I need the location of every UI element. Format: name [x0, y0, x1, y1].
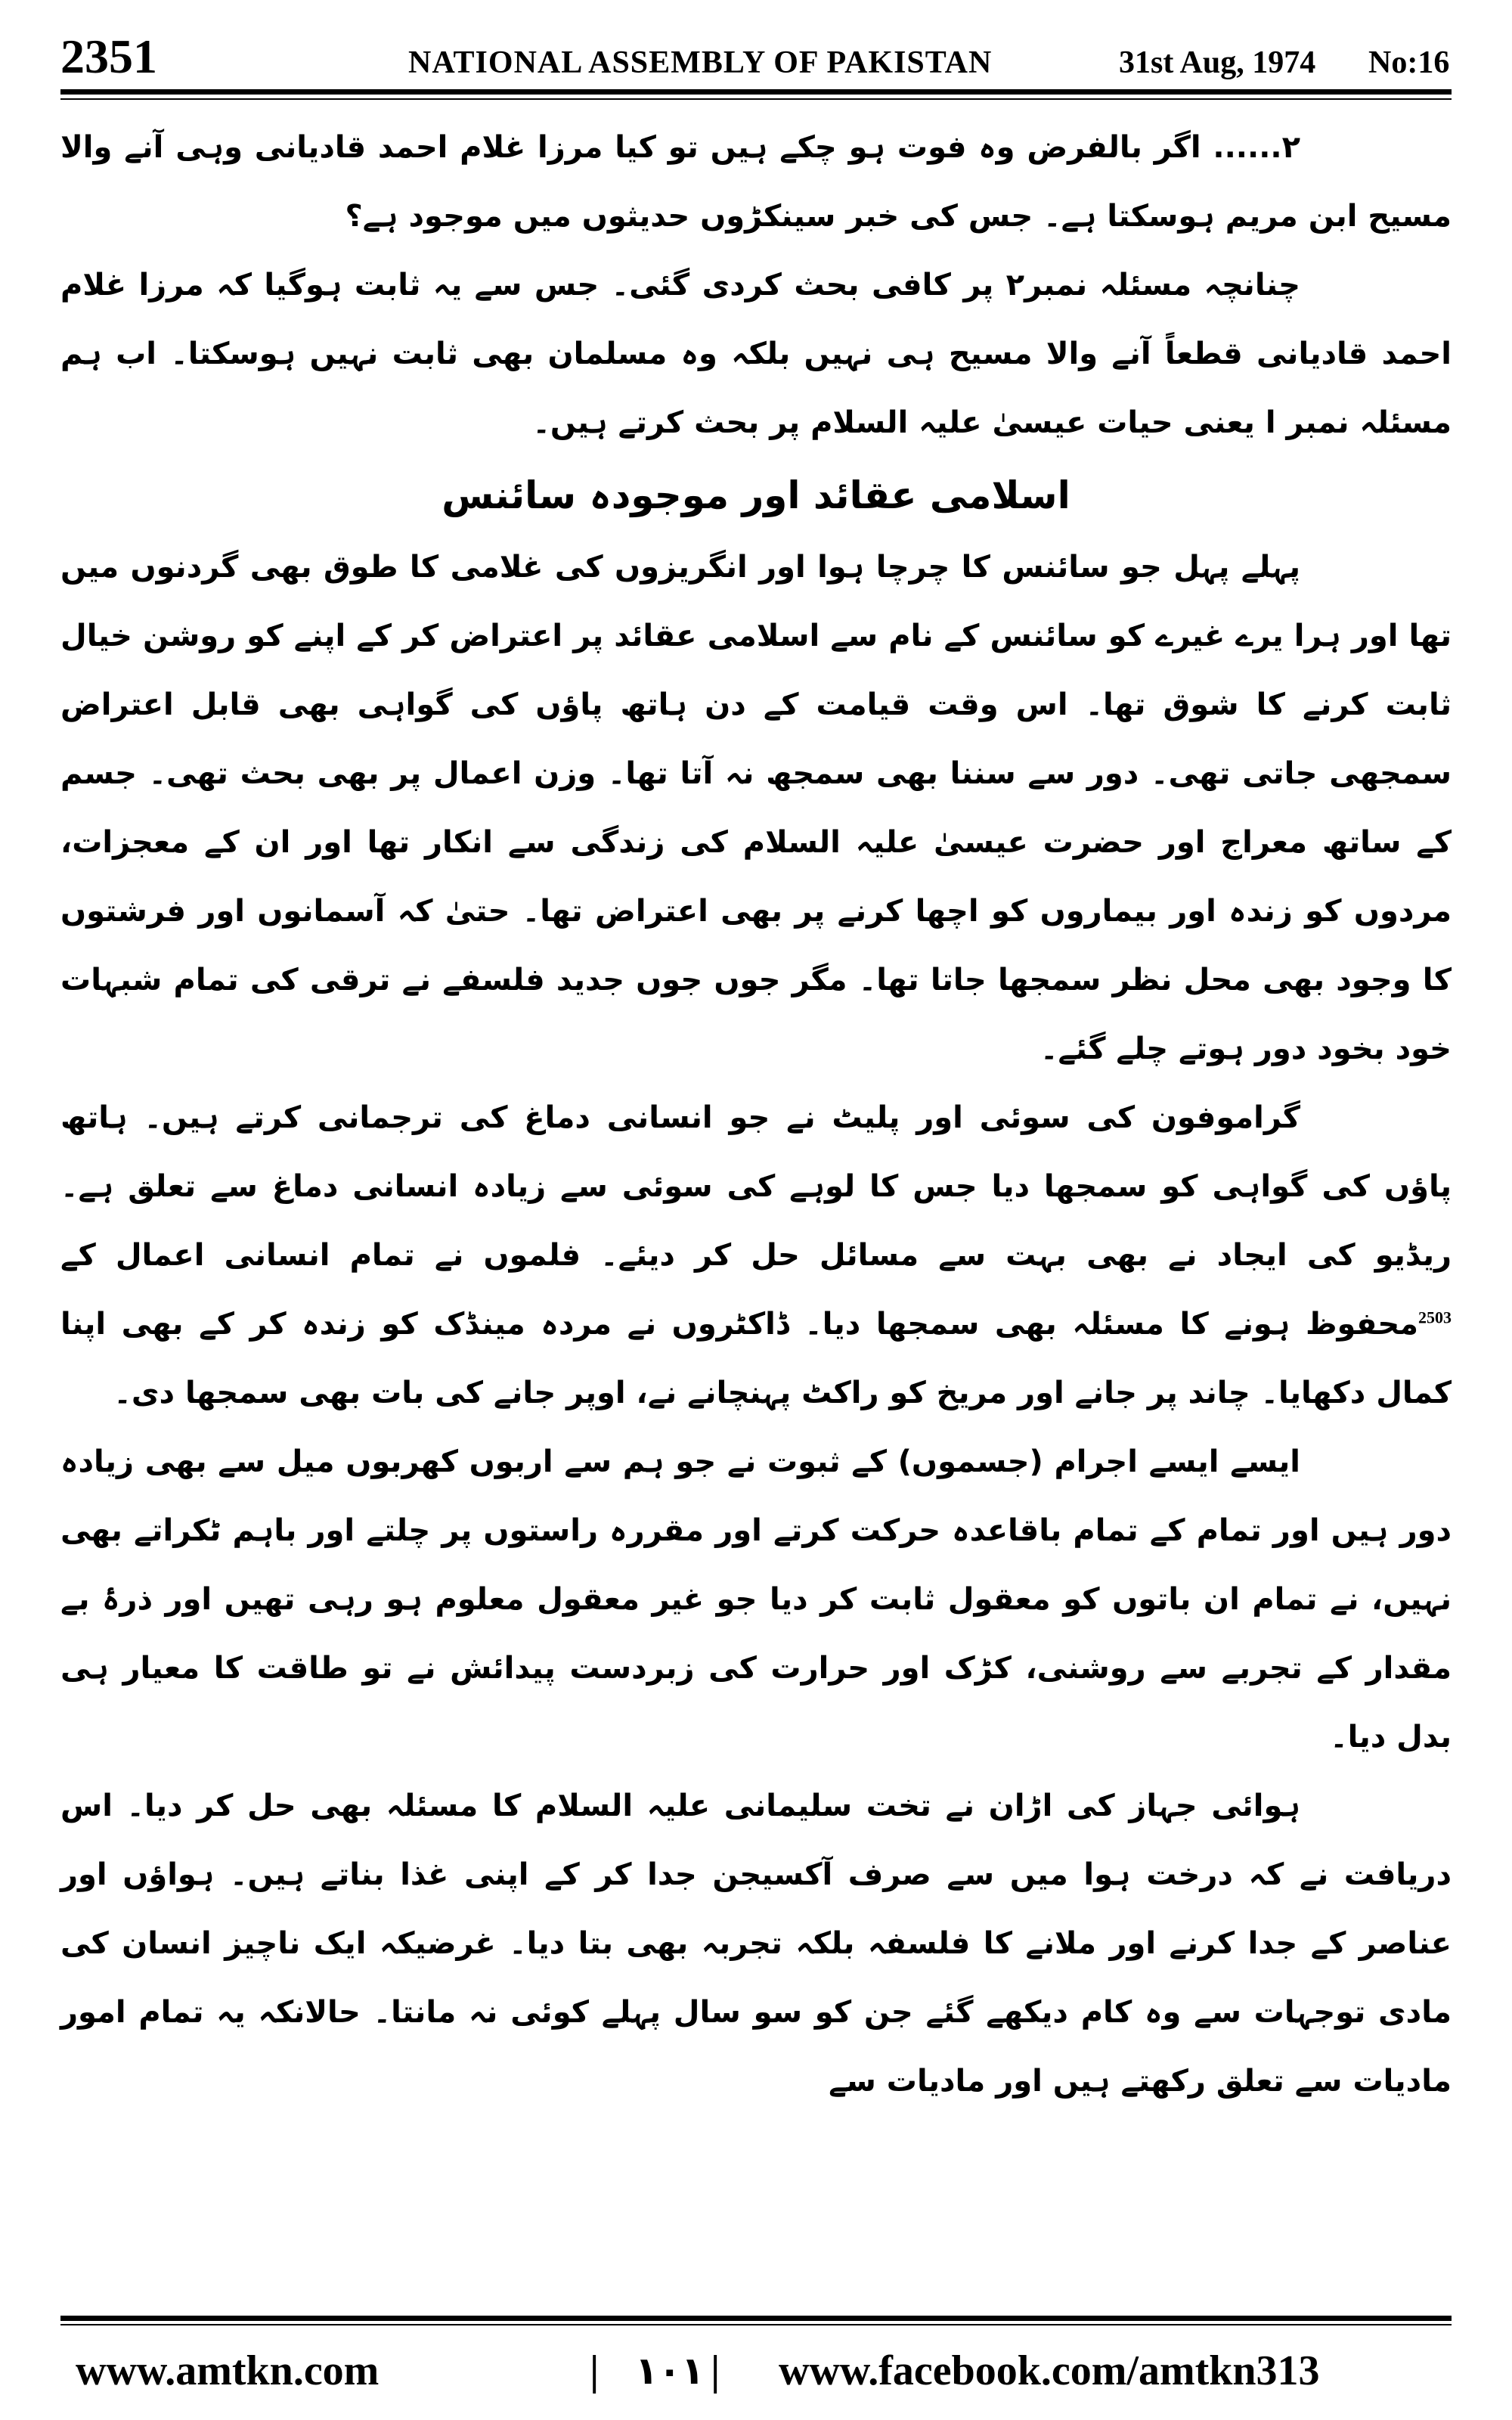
page-number: 2351 [60, 29, 157, 83]
footer-facebook-link[interactable]: www.facebook.com/amtkn313 [779, 2347, 1320, 2394]
reference-mark: 2503 [1418, 1308, 1452, 1327]
footer-separator: | [711, 2347, 720, 2394]
paragraph-6: ہوائی جہاز کی اڑان نے تخت سلیمانی علیہ السلام کا مسئلہ بھی حل کر دیا۔ اس دریافت نے کہ درخت ہوا میں سے صرف آکسیجن جدا کر کے اپنی غذا بناتے ہیں۔ ہواؤں اور عناصر کے جدا کرنے اور ملانے کا فلسفہ بلکہ تجربہ بھی بتا دیا۔ غرضیکہ ایک ناچیز انسان کی مادی توجہات سے وہ کام دیکھے گئے جن کو سو سال پہلے کوئی نہ مانتا۔ حالانکہ یہ تمام امور مادیات سے تعلق رکھتے ہیں اور مادیات سے [60, 1789, 1452, 2099]
section-heading: اسلامی عقائد اور موجودہ سائنس [442, 473, 1070, 517]
header-rule-thin [60, 98, 1452, 100]
paragraph-3: پہلے پہل جو سائنس کا چرچا ہوا اور انگریزوں کی غلامی کا طوق بھی گردنوں میں تھا اور ہرا یرے غیرے کو سائنس کے نام سے اسلامی عقائد پر اعتراض کر کے اپنے کو روشن خیال ثابت کرنے کا شوق تھا۔ اس وقت قیامت کے دن ہاتھ پاؤں کی گواہی بھی قابل اعتراض سمجھی جاتی تھی۔ دور سے سننا بھی سمجھ نہ آتا تھا۔ وزن اعمال پر بھی بحث تھی۔ جسم کے ساتھ معراج اور حضرت عیسیٰ علیہ السلام کی زندگی سے انکار تھا اور ان کے معجزات، مردوں کو زندہ اور بیماروں کو اچھا کرنے پر بھی اعتراض تھا۔ حتیٰ کہ آسمانوں اور فرشتوں کا وجود بھی محل نظر سمجھا جاتا تھا۔ مگر جوں جوں جدید فلسفے نے ترقی کی تمام شبہات خود بخود دور ہوتے چلے گئے۔ [60, 550, 1452, 1066]
footer-rule [60, 2316, 1452, 2321]
paragraph-5: ایسے ایسے اجرام (جسموں) کے ثبوت نے جو ہم سے اربوں کھربوں میل سے بھی زیادہ دور ہیں اور تمام کے تمام باقاعدہ حرکت کرتے اور مقررہ راستوں پر چلتے اور باہم ٹکراتے بھی نہیں، نے تمام ان باتوں کو معقول ثابت کر دیا جو غیر معقول معلوم ہو رہی تھیں اور ذرۂ بے مقدار کے تجربے سے روشنی، کڑک اور حرارت کی زبردست پیدائش نے تو طاقت کا معیار ہی بدل دیا۔ [60, 1444, 1452, 1754]
page-body [60, 113, 1452, 2116]
paragraph-4 [60, 1084, 1452, 1428]
page-header [60, 23, 1452, 91]
paragraph-4-part-1: گراموفون کی سوئی اور پلیٹ نے جو انسانی دماغ کی ترجمانی کرتے ہیں۔ ہاتھ پاؤں کی گواہی کو سمجھا دیا جس کا لوہے کی سوئی سے زیادہ انسانی دماغ سے تعلق ہے۔ ریڈیو کی ایجاد نے بھی بہت سے مسائل حل کر دیئے۔ فلموں نے تمام انسانی اعمال کے [60, 1100, 1452, 1273]
paragraph-1: ۲...... اگر بالفرض وہ فوت ہو چکے ہیں تو کیا مرزا غلام احمد قادیانی وہی آنے والا مسیح ابن مریم ہوسکتا ہے۔ جس کی خبر سینکڑوں حدیثوں میں موجود ہے؟ [60, 130, 1452, 234]
paragraph-2: چنانچہ مسئلہ نمبر۲ پر کافی بحث کردی گئی۔ جس سے یہ ثابت ہوگیا کہ مرزا غلام احمد قادیانی قطعاً آنے والا مسیح ہی نہیں بلکہ وہ مسلمان بھی ثابت نہیں ہوسکتا۔ اب ہم مسئلہ نمبر ا یعنی حیات عیسیٰ علیہ السلام پر بحث کرتے ہیں۔ [60, 268, 1452, 440]
page-footer [60, 2337, 1452, 2397]
header-title: NATIONAL ASSEMBLY OF PAKISTAN [408, 45, 993, 80]
footer-separator: | [590, 2347, 600, 2394]
header-date: 31st Aug, 1974 [1119, 45, 1316, 80]
footer-rule-thin [60, 2324, 1452, 2325]
paragraph-4-part-2: محفوظ ہونے کا مسئلہ بھی سمجھا دیا۔ ڈاکٹروں نے مردہ مینڈک کو زندہ کر کے بھی اپنا کمال دکھایا۔ چاند پر جانے اور مریخ کو راکٹ پہنچانے نے، اوپر جانے کی بات بھی سمجھا دی۔ [60, 1307, 1452, 1410]
header-rule [60, 89, 1452, 95]
header-issue-number: No:16 [1368, 45, 1450, 80]
footer-website-link[interactable]: www.amtkn.com [76, 2347, 380, 2394]
footer-page-number: ۱۰۱ [635, 2349, 705, 2393]
